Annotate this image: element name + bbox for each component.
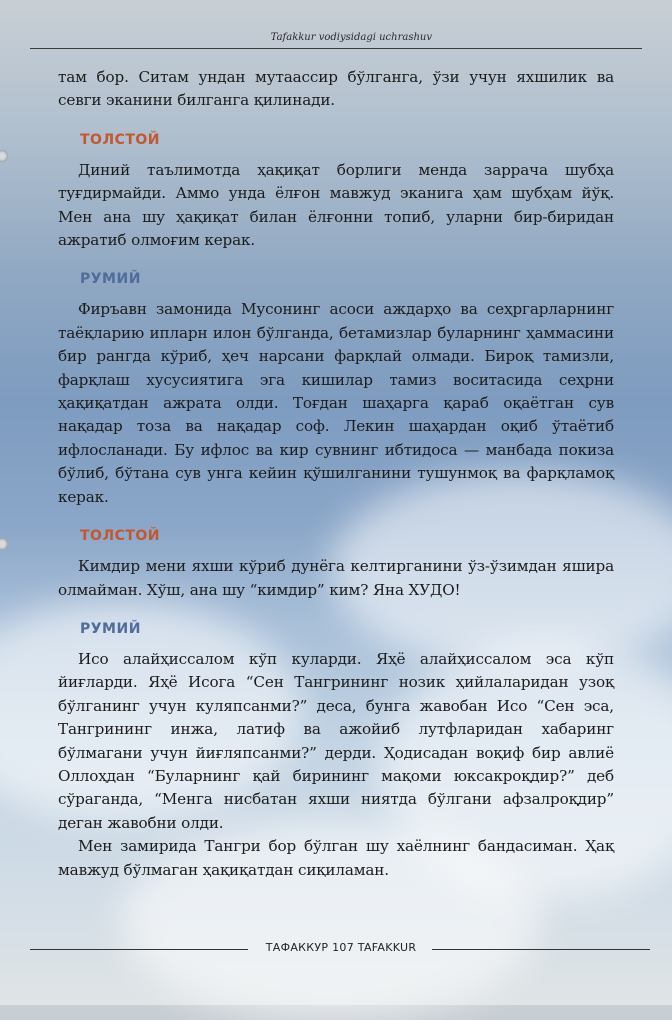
binder-hole — [0, 538, 8, 550]
running-head — [30, 28, 642, 49]
speaker-heading: ТОЛСТОЙ — [80, 131, 161, 148]
footer-text: ТАФАККУР 107 TAFAKKUR — [265, 941, 417, 954]
footer-rule — [432, 949, 650, 950]
paragraph: Исо алайҳиссалом кўп куларди. Яҳё алайҳиссалом эса кўп йиғларди. Яҳё Исога “Сен Тангрининг нозик ҳийлаларидан узоқ бўлганинг учун куляпсанми?” деса, бунга жавобан Исо “Сен эса, Тангрининг инжа, латиф ва ажойиб лутфларидан хабаринг бўлмагани учун йиғляпсанми?” дерди. Ҳодисадан воқиф бир авлиё Оллоҳдан “Буларнинг қай бирининг мақоми юксакроқдир?” деб сўраганда, “Менга нисбатан яхши ниятда бўлгани афзалроқдир” деган жавобни олди. — [58, 649, 614, 832]
speaker-heading: РУМИЙ — [80, 271, 141, 288]
paragraph: Кимдир мени яхши кўриб дунёга келтирганини ўз-ўзимдан яшира олмайман. Хўш, ана шу “кимдир” ким? Яна ХУДО! — [58, 557, 614, 599]
paragraph: Мен замирида Тангри бор бўлган шу хаёлнинг бандасиман. Ҳақ мавжуд бўлмаган ҳақиқатдан сиқиламан. — [58, 837, 614, 879]
footer-rule — [30, 949, 248, 950]
paragraph: Диний таълимотда ҳақиқат борлиги менда заррача шубҳа туғдирмайди. Аммо унда ёлғон мавжуд эканига ҳам шубҳам йўқ. Мен ана шу ҳақиқат билан ёлғонни топиб, уларни бир-биридан ажратиб олмоғим керак. — [58, 160, 614, 250]
binder-hole — [0, 150, 8, 162]
page-footer — [30, 940, 650, 960]
running-head-text: Tafakkur vodiysidagi uchrashuv — [270, 32, 432, 43]
speaker-heading: РУМИЙ — [80, 620, 141, 637]
speaker-heading: ТОЛСТОЙ — [80, 528, 161, 545]
paragraph: там бор. Ситам ундан мутаассир бўлганга, ўзи учун яхшилик ва севги эканини билганга қилинади. — [58, 68, 614, 110]
page-content — [58, 66, 614, 882]
paragraph: Фиръавн замонида Мусонинг асоси аждарҳо ва сеҳргарларнинг таёқларию ипларн илон бўлганда, бетамизлар буларнинг ҳаммасини бир рангда кўриб, ҳеч нарсани фарқлай олмади. Бироқ тамизли, фарқлаш хусусиятига эга кишилар тамиз воситасида сеҳрни ҳақиқатдан ажрата олди. Тоғдан шаҳарга қараб оқаётган сув нақадар тоза ва нақадар соф. Лекин шаҳардан оқиб ўтаётиб ифлосланади. Бу ифлос ва кир сувнинг ибтидоса — манбада покиза бўлиб, бўтана сув унга кейин қўшилганини тушунмоқ ва фарқламоқ керак. — [58, 300, 614, 506]
